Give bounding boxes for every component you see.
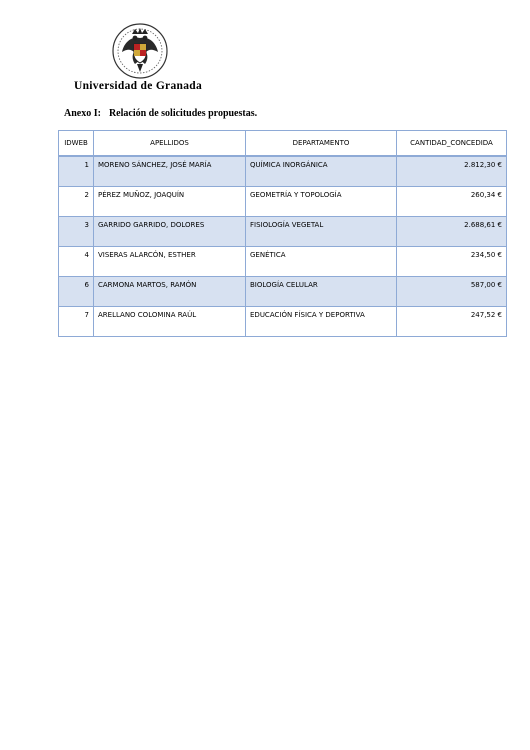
cell-apellidos: MORENO SÁNCHEZ, JOSÉ MARÍA <box>94 156 246 187</box>
cell-apellidos: ARELLANO COLOMINA RAÚL <box>94 307 246 337</box>
cell-cantidad: 234,50 € <box>397 247 507 277</box>
cell-idweb: 6 <box>59 277 94 307</box>
column-header-apellidos: APELLIDOS <box>94 131 246 157</box>
cell-cantidad: 2.812,30 € <box>397 156 507 187</box>
column-header-cantidad: CANTIDAD_CONCEDIDA <box>397 131 507 157</box>
table-row <box>59 156 507 187</box>
annex-label: Anexo I: <box>64 108 101 119</box>
table-row <box>59 277 507 307</box>
cell-idweb: 3 <box>59 217 94 247</box>
cell-idweb: 7 <box>59 307 94 337</box>
cell-cantidad: 587,00 € <box>397 277 507 307</box>
cell-idweb: 4 <box>59 247 94 277</box>
cell-apellidos: PÉREZ MUÑOZ, JOAQUÍN <box>94 187 246 217</box>
cell-departamento: EDUCACIÓN FÍSICA Y DEPORTIVA <box>246 307 397 337</box>
column-header-idweb: IDWEB <box>59 131 94 157</box>
table-header-row <box>59 131 507 157</box>
cell-apellidos: CARMONA MARTOS, RAMÓN <box>94 277 246 307</box>
cell-departamento: BIOLOGÍA CELULAR <box>246 277 397 307</box>
annex-title: Relación de solicitudes propuestas. <box>108 108 258 119</box>
table-row <box>59 187 507 217</box>
cell-departamento: FISIOLOGÍA VEGETAL <box>246 217 397 247</box>
cell-cantidad: 247,52 € <box>397 307 507 337</box>
cell-idweb: 1 <box>59 156 94 187</box>
cell-apellidos: GARRIDO GARRIDO, DOLORES <box>94 217 246 247</box>
university-name: Universidad de Granada <box>74 80 203 92</box>
cell-departamento: GENÉTICA <box>246 247 397 277</box>
column-header-departamento: DEPARTAMENTO <box>246 131 397 157</box>
cell-apellidos: VISERAS ALARCÓN, ESTHER <box>94 247 246 277</box>
cell-departamento: GEOMETRÍA Y TOPOLOGÍA <box>246 187 397 217</box>
annex-heading <box>64 108 257 119</box>
table-row <box>59 307 507 337</box>
university-crest-icon <box>110 22 170 80</box>
table-row <box>59 217 507 247</box>
cell-cantidad: 2.688,61 € <box>397 217 507 247</box>
cell-departamento: QUÍMICA INORGÁNICA <box>246 156 397 187</box>
requests-table <box>58 130 507 337</box>
cell-idweb: 2 <box>59 187 94 217</box>
table-row <box>59 247 507 277</box>
cell-cantidad: 260,34 € <box>397 187 507 217</box>
